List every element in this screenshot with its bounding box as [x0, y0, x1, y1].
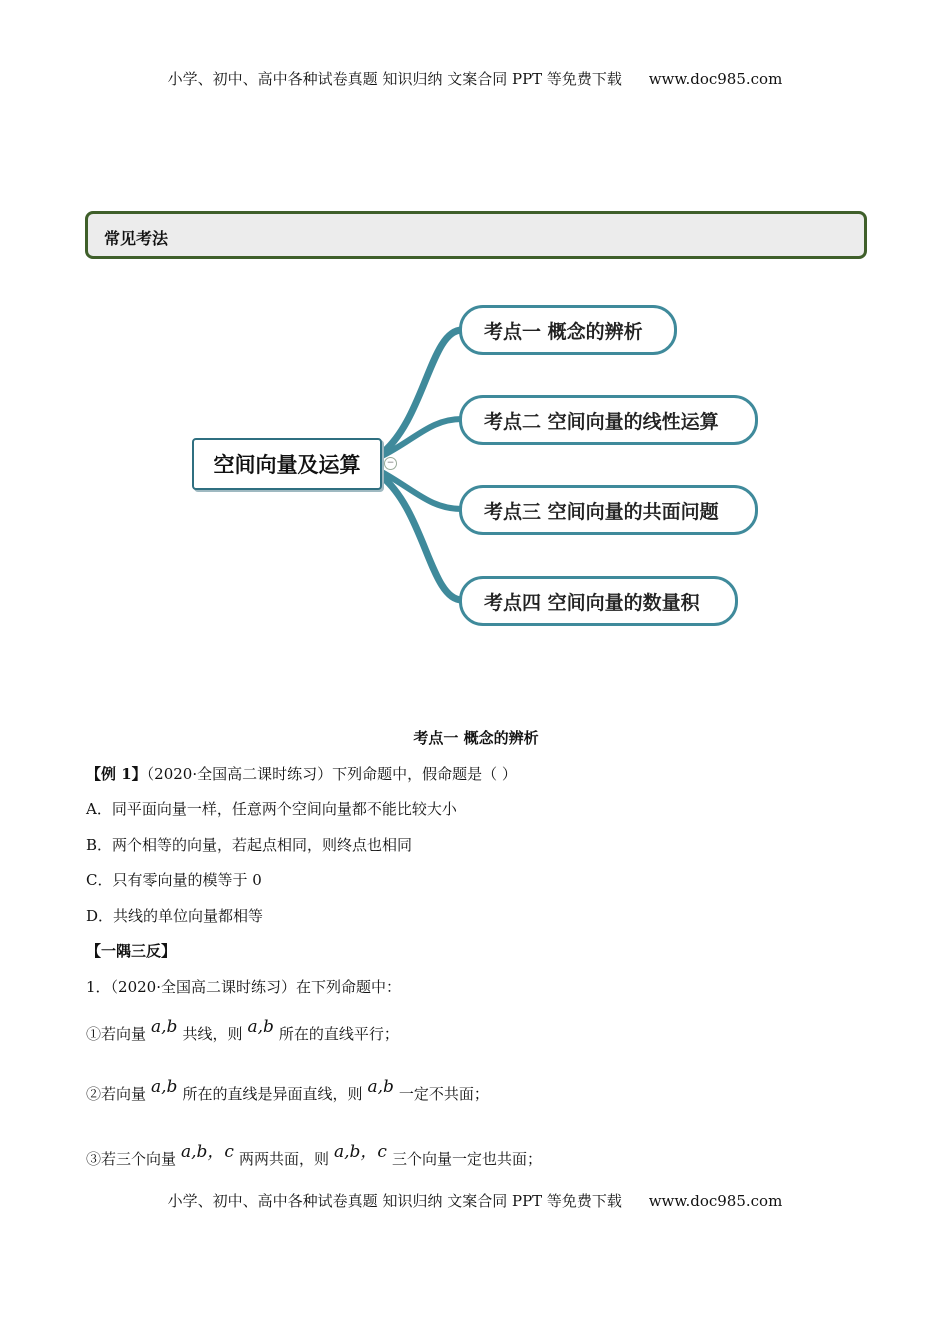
section-heading-box	[85, 211, 867, 259]
header-site: www.doc985.com	[648, 70, 783, 88]
mind-map-node-1: 考点一 概念的辨析	[459, 305, 677, 355]
option-a: A．同平面向量一样，任意两个空间向量都不能比较大小	[86, 800, 457, 818]
p3-text-b: 两两共面，则	[238, 1150, 329, 1168]
option-b: B．两个相等的向量，若起点相同，则终点也相同	[86, 836, 413, 854]
footer-text: 小学、初中、高中各种试卷真题 知识归纳 文案合同 PPT 等免费下载	[167, 1192, 622, 1210]
collapse-icon[interactable]: −	[384, 457, 397, 470]
p1-vector-1: a,b	[151, 1017, 178, 1037]
page-footer	[0, 1190, 950, 1211]
p3-vector-1: a,b，c	[181, 1142, 234, 1162]
mind-map	[180, 295, 780, 640]
example-stem: （2020·全国高二课时练习）下列命题中，假命题是（ ）	[146, 765, 517, 783]
p1-text-b: 共线，则	[182, 1025, 243, 1043]
proposition-1	[86, 1017, 399, 1044]
yugesanfan-heading: 【一隅三反】	[86, 942, 177, 960]
proposition-2	[86, 1077, 489, 1104]
example-tag: 【例 1】	[86, 765, 147, 783]
kaodian-title: 考点一 概念的辨析	[413, 729, 539, 747]
option-d: D．共线的单位向量都相等	[86, 907, 264, 925]
question-1: 1．（2020·全国高二课时练习）在下列命题中：	[86, 978, 401, 996]
mind-map-root: 空间向量及运算	[192, 438, 382, 490]
connector-1	[380, 330, 462, 455]
mind-map-node-3: 考点三 空间向量的共面问题	[459, 485, 758, 535]
p3-text-a: ③若三个向量	[86, 1150, 177, 1168]
option-c: C．只有零向量的模等于 0	[86, 871, 262, 889]
p3-text-c: 三个向量一定也共面；	[391, 1150, 542, 1168]
p1-text-c: 所在的直线平行；	[278, 1025, 399, 1043]
p1-text-a: ①若向量	[86, 1025, 147, 1043]
mind-map-node-2: 考点二 空间向量的线性运算	[459, 395, 758, 445]
p3-vector-2: a,b，c	[333, 1142, 387, 1162]
p2-vector-2: a,b	[367, 1077, 394, 1097]
section-title: 常见考法	[104, 229, 169, 248]
header-text: 小学、初中、高中各种试卷真题 知识归纳 文案合同 PPT 等免费下载	[167, 70, 622, 88]
page-header	[0, 68, 950, 89]
p2-text-c: 一定不共面；	[398, 1085, 489, 1103]
p2-text-b: 所在的直线是异面直线，则	[182, 1085, 363, 1103]
p1-vector-2: a,b	[247, 1017, 274, 1037]
p2-text-a: ②若向量	[86, 1085, 147, 1103]
mind-map-node-4: 考点四 空间向量的数量积	[459, 576, 738, 626]
example-1	[86, 763, 517, 784]
p2-vector-1: a,b	[151, 1077, 178, 1097]
proposition-3	[86, 1144, 542, 1169]
footer-site: www.doc985.com	[648, 1192, 783, 1210]
